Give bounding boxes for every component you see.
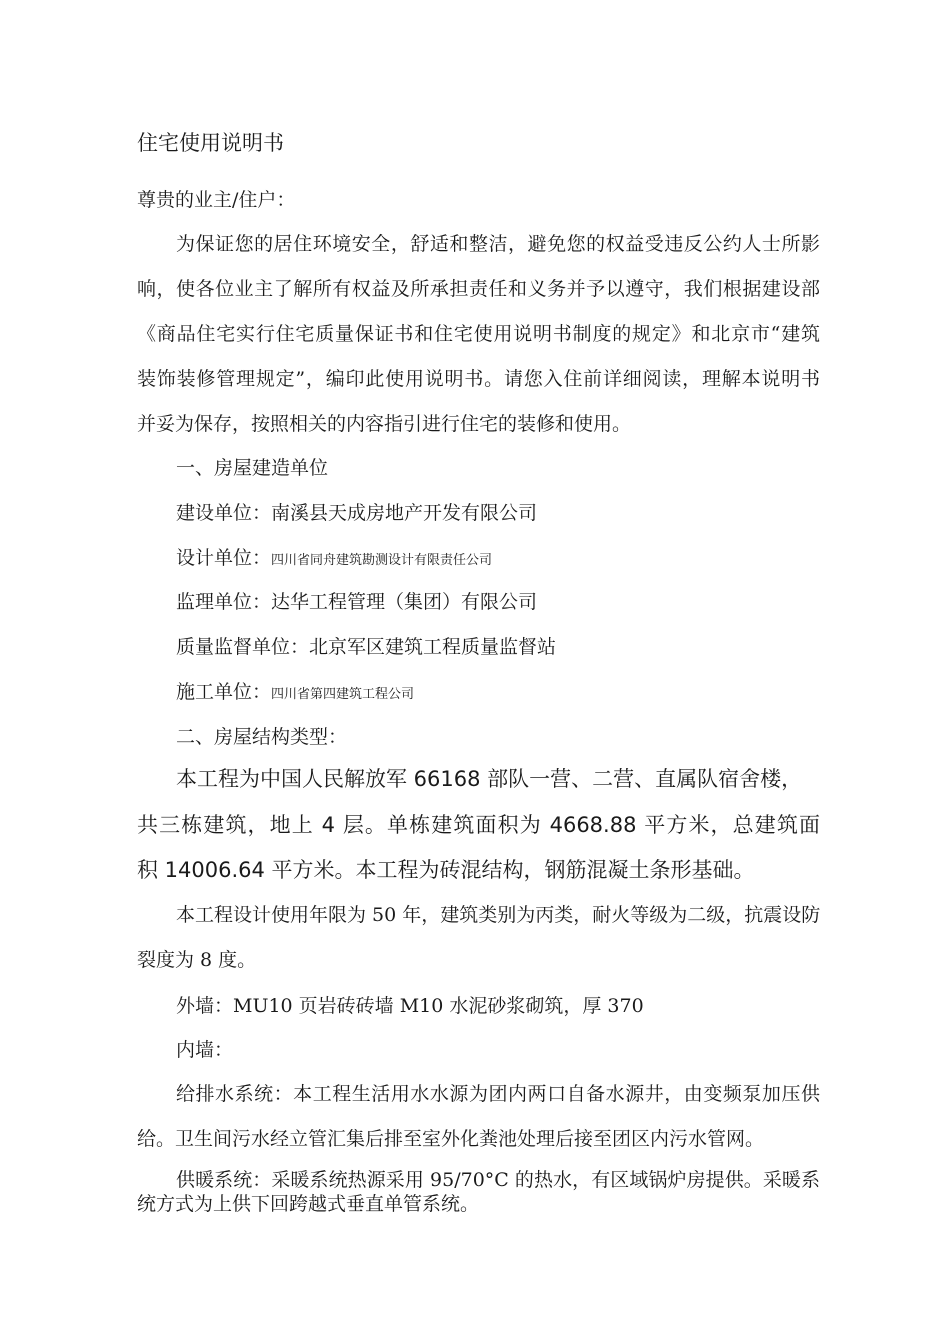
construction-value: 南溪县天成房地产开发有限公司 [271, 502, 538, 524]
quality-supervision-unit [176, 634, 556, 660]
overview-line-2: 共三栋建筑，地上 4 层。单栋建筑面积为 4668.88 平方米，总建筑面 [137, 813, 820, 837]
builder-label: 施工单位： [176, 681, 272, 703]
heating-system-line-1: 供暖系统：采暖系统热源采用 95/70°C 的热水，有区域锅炉房提供。采暖系 [176, 1169, 820, 1191]
water-system-line-2: 给。卫生间污水经立管汇集后排至室外化粪池处理后接至团区内污水管网。 [137, 1128, 765, 1150]
construction-label: 建设单位： [176, 502, 272, 524]
overview-line-3: 积 14006.64 平方米。本工程为砖混结构，钢筋混凝土条形基础。 [137, 858, 755, 882]
design-life-line-1: 本工程设计使用年限为 50 年，建筑类别为丙类，耐火等级为二级，抗震设防 [176, 904, 821, 926]
supervision-unit [176, 589, 537, 615]
document-title: 住宅使用说明书 [137, 131, 284, 155]
water-system-line-1: 给排水系统：本工程生活用水水源为团内两口自备水源井，由变频泵加压供 [176, 1083, 820, 1105]
supervision-value: 达华工程管理（集团）有限公司 [271, 591, 538, 613]
design-value: 四川省同舟建筑勘测设计有限责任公司 [271, 553, 493, 568]
intro-line-1: 为保证您的居住环境安全，舒适和整洁，避免您的权益受违反公约人士所影 [176, 233, 820, 255]
supervision-label: 监理单位： [176, 591, 272, 613]
construction-unit [176, 500, 537, 526]
overview-line-1: 本工程为中国人民解放军 66168 部队一营、二营、直属队宿舍楼， [176, 767, 803, 791]
design-unit [176, 545, 492, 571]
design-life-line-2: 裂度为 8 度。 [137, 949, 257, 971]
builder-unit [176, 679, 414, 705]
greeting: 尊贵的业主/住户： [137, 189, 296, 211]
design-label: 设计单位： [176, 547, 272, 569]
heating-system-line-2: 统方式为上供下回跨越式垂直单管系统。 [137, 1193, 480, 1215]
section2-heading: 二、房屋结构类型： [176, 726, 348, 748]
quality-value: 北京军区建筑工程质量监督站 [309, 636, 557, 658]
intro-line-2: 响，使各位业主了解所有权益及所承担责任和义务并予以遵守，我们根据建设部 [137, 278, 820, 300]
quality-label: 质量监督单位： [176, 636, 310, 658]
section1-heading: 一、房屋建造单位 [176, 457, 329, 479]
intro-line-4: 装饰装修管理规定”，编印此使用说明书。请您入住前详细阅读，理解本说明书 [137, 368, 820, 390]
intro-line-3: 《商品住宅实行住宅质量保证书和住宅使用说明书制度的规定》和北京市“建筑 [137, 323, 820, 345]
exterior-wall: 外墙：MU10 页岩砖砖墙 M10 水泥砂浆砌筑，厚 370 [176, 995, 644, 1017]
builder-value: 四川省第四建筑工程公司 [271, 687, 415, 702]
interior-wall: 内墙： [176, 1039, 234, 1061]
intro-line-5: 并妥为保存，按照相关的内容指引进行住宅的装修和使用。 [137, 413, 632, 435]
